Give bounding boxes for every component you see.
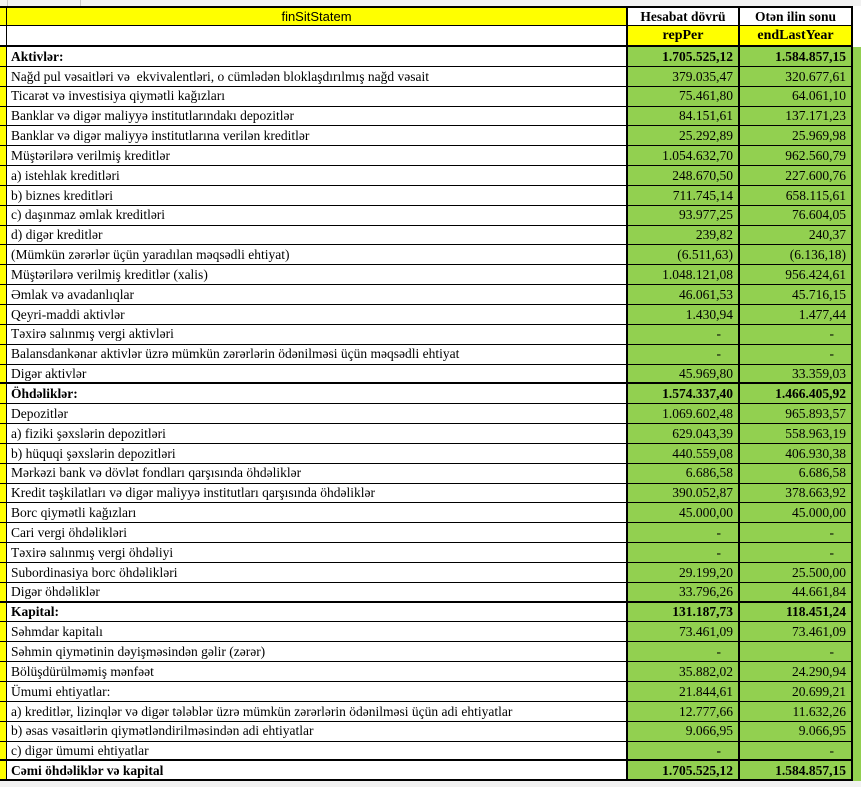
table-row	[0, 206, 861, 226]
lastyear-value-cell: 1.584.857,15	[740, 47, 853, 67]
lastyear-value-cell: 33.359,03	[740, 365, 853, 385]
row-label-cell: c) digər ümumi ehtiyatlar	[7, 742, 628, 762]
lastyear-value-cell: 137.171,23	[740, 107, 853, 127]
right-sliver-cell	[853, 245, 861, 265]
right-sliver-cell	[853, 265, 861, 285]
left-sliver-cell	[0, 245, 7, 265]
table-row	[0, 146, 861, 166]
row-label-cell: Təxirə salınmış vergi öhdəliyi	[7, 543, 628, 563]
row-label-cell: Borc qiymətli kağızları	[7, 503, 628, 523]
left-sliver-cell	[0, 325, 7, 345]
row-label-cell: Banklar və digər maliyyə institutlarındakı depozitlər	[7, 107, 628, 127]
column-header-period: Hesabat dövrü	[628, 6, 740, 26]
table-row	[0, 761, 861, 781]
table-row	[0, 543, 861, 563]
row-label-cell: Cari vergi öhdəlikləri	[7, 523, 628, 543]
right-sliver-cell	[853, 622, 861, 642]
table-row	[0, 87, 861, 107]
lastyear-value-cell: 25.969,98	[740, 126, 853, 146]
right-sliver-cell	[853, 543, 861, 563]
lastyear-value-cell: -	[740, 325, 853, 345]
period-value-cell: 45.000,00	[628, 503, 740, 523]
row-label-cell: Balansdankənar aktivlər üzrə mümkün zərərlərin ödənilməsi üçün məqsədli ehtiyat	[7, 345, 628, 365]
period-value-cell: 390.052,87	[628, 484, 740, 504]
left-sliver-cell	[0, 444, 7, 464]
spreadsheet-top-margin	[0, 0, 861, 6]
table-row	[0, 226, 861, 246]
left-sliver-cell	[0, 67, 7, 87]
period-value-cell: -	[628, 523, 740, 543]
lastyear-value-cell: 118.451,24	[740, 603, 853, 623]
left-sliver-cell	[0, 583, 7, 603]
lastyear-value-cell: -	[740, 642, 853, 662]
right-sliver-cell	[853, 503, 861, 523]
period-value-cell: 1.705.525,12	[628, 761, 740, 781]
row-label-cell: Kredit təşkilatları və digər maliyyə institutları qarşısında öhdəliklər	[7, 484, 628, 504]
period-value-cell: 45.969,80	[628, 365, 740, 385]
right-sliver-cell	[853, 563, 861, 583]
period-value-cell: 75.461,80	[628, 87, 740, 107]
left-sliver-cell	[0, 186, 7, 206]
lastyear-value-cell: 73.461,09	[740, 622, 853, 642]
lastyear-value-cell: 227.600,76	[740, 166, 853, 186]
left-sliver-cell	[0, 642, 7, 662]
right-sliver-cell	[853, 444, 861, 464]
left-sliver-cell	[0, 146, 7, 166]
lastyear-value-cell: 44.661,84	[740, 583, 853, 603]
right-sliver-cell	[853, 523, 861, 543]
right-sliver-cell	[853, 583, 861, 603]
row-label-cell: (Mümkün zərərlər üçün yaradılan məqsədli ehtiyat)	[7, 245, 628, 265]
period-value-cell: 84.151,61	[628, 107, 740, 127]
table-row	[0, 722, 861, 742]
period-value-cell: 629.043,39	[628, 424, 740, 444]
lastyear-value-cell: -	[740, 742, 853, 762]
right-sliver-cell	[853, 603, 861, 623]
row-label-cell: b) biznes kreditləri	[7, 186, 628, 206]
lastyear-value-cell: 240,37	[740, 226, 853, 246]
right-sliver-cell	[853, 642, 861, 662]
left-sliver-cell	[0, 622, 7, 642]
right-sliver-cell	[853, 305, 861, 325]
table-row	[0, 484, 861, 504]
right-sliver-cell	[853, 186, 861, 206]
right-sliver-cell	[853, 226, 861, 246]
period-value-cell: 29.199,20	[628, 563, 740, 583]
lastyear-value-cell: 76.604,05	[740, 206, 853, 226]
lastyear-value-cell: 25.500,00	[740, 563, 853, 583]
right-sliver-cell	[853, 285, 861, 305]
lastyear-value-cell: 956.424,61	[740, 265, 853, 285]
row-label-cell: Qeyri-maddi aktivlər	[7, 305, 628, 325]
left-sliver-cell	[0, 305, 7, 325]
table-row	[0, 523, 861, 543]
table-row	[0, 325, 861, 345]
row-label-cell: Mərkəzi bank və dövlət fondları qarşısında öhdəliklər	[7, 464, 628, 484]
table-row	[0, 742, 861, 762]
left-sliver-cell	[0, 265, 7, 285]
left-sliver-cell	[0, 662, 7, 682]
period-value-cell: 46.061,53	[628, 285, 740, 305]
table-row	[0, 642, 861, 662]
right-sliver-cell	[853, 722, 861, 742]
table-row	[0, 444, 861, 464]
column-header-lastyear: Otən ilin sonu	[740, 6, 853, 26]
right-sliver-cell	[853, 424, 861, 444]
column-code-lastyear: endLastYear	[740, 26, 853, 47]
right-sliver-cell	[853, 47, 861, 67]
period-value-cell: -	[628, 325, 740, 345]
period-value-cell: 9.066,95	[628, 722, 740, 742]
row-label-cell: Ümumi ehtiyatlar:	[7, 682, 628, 702]
row-label-cell: a) kreditlər, lizinqlər və digər tələblər üzrə mümkün zərərlərin ödənilməsi üçün adi ehtiyatlar	[7, 702, 628, 722]
period-value-cell: -	[628, 742, 740, 762]
table-code-row	[0, 26, 861, 47]
row-label-cell: Əmlak və avadanlıqlar	[7, 285, 628, 305]
table-row	[0, 107, 861, 127]
period-value-cell: -	[628, 345, 740, 365]
left-sliver-cell	[0, 384, 7, 404]
right-sliver-cell	[853, 6, 861, 26]
right-sliver-cell	[853, 206, 861, 226]
left-sliver-cell	[0, 345, 7, 365]
right-sliver-cell	[853, 404, 861, 424]
left-sliver-cell	[0, 285, 7, 305]
period-value-cell: 1.054.632,70	[628, 146, 740, 166]
right-sliver-cell	[853, 464, 861, 484]
left-sliver-cell	[0, 26, 7, 47]
table-row	[0, 265, 861, 285]
table-row	[0, 345, 861, 365]
lastyear-value-cell: 24.290,94	[740, 662, 853, 682]
table-row	[0, 424, 861, 444]
left-sliver-cell	[0, 742, 7, 762]
lastyear-value-cell: (6.136,18)	[740, 245, 853, 265]
left-sliver-cell	[0, 702, 7, 722]
table-row	[0, 404, 861, 424]
row-label-cell: c) daşınmaz əmlak kreditləri	[7, 206, 628, 226]
period-value-cell: -	[628, 642, 740, 662]
left-sliver-cell	[0, 424, 7, 444]
lastyear-value-cell: 1.477,44	[740, 305, 853, 325]
left-sliver-cell	[0, 761, 7, 781]
row-label-cell: Kapital:	[7, 603, 628, 623]
period-value-cell: 239,82	[628, 226, 740, 246]
period-value-cell: 131.187,73	[628, 603, 740, 623]
period-value-cell: 1.048.121,08	[628, 265, 740, 285]
period-value-cell: 1.574.337,40	[628, 384, 740, 404]
right-sliver-cell	[853, 26, 861, 47]
row-label-cell: b) əsas vəsaitlərin qiymətləndirilməsindən adi ehtiyatlar	[7, 722, 628, 742]
period-value-cell: 21.844,61	[628, 682, 740, 702]
table-row	[0, 503, 861, 523]
period-value-cell: 1.069.602,48	[628, 404, 740, 424]
lastyear-value-cell: 1.466.405,92	[740, 384, 853, 404]
row-label-cell: Digər aktivlər	[7, 365, 628, 385]
period-value-cell: 379.035,47	[628, 67, 740, 87]
table-row	[0, 126, 861, 146]
right-sliver-cell	[853, 345, 861, 365]
row-label-cell: b) hüquqi şəxslərin depozitləri	[7, 444, 628, 464]
right-sliver-cell	[853, 384, 861, 404]
row-label-cell: Ticarət və investisiya qiymətli kağızları	[7, 87, 628, 107]
lastyear-value-cell: 378.663,92	[740, 484, 853, 504]
right-sliver-cell	[853, 682, 861, 702]
gridline	[80, 0, 81, 6]
left-sliver-cell	[0, 404, 7, 424]
lastyear-value-cell: 658.115,61	[740, 186, 853, 206]
left-sliver-cell	[0, 226, 7, 246]
table-row	[0, 365, 861, 385]
right-sliver-cell	[853, 146, 861, 166]
left-sliver-cell	[0, 543, 7, 563]
lastyear-value-cell: 965.893,57	[740, 404, 853, 424]
row-label-cell: Aktivlər:	[7, 47, 628, 67]
right-sliver-cell	[853, 67, 861, 87]
left-sliver-cell	[0, 464, 7, 484]
period-value-cell: 35.882,02	[628, 662, 740, 682]
left-sliver-cell	[0, 365, 7, 385]
row-label-cell: a) istehlak kreditləri	[7, 166, 628, 186]
lastyear-value-cell: -	[740, 523, 853, 543]
row-label-cell: Səhmdar kapitalı	[7, 622, 628, 642]
table-row	[0, 384, 861, 404]
period-value-cell: 1.705.525,12	[628, 47, 740, 67]
lastyear-value-cell: 558.963,19	[740, 424, 853, 444]
row-label-cell: Cəmi öhdəliklər və kapital	[7, 761, 628, 781]
spreadsheet-bottom-margin	[0, 781, 861, 787]
lastyear-value-cell: 962.560,79	[740, 146, 853, 166]
left-sliver-cell	[0, 523, 7, 543]
lastyear-value-cell: -	[740, 543, 853, 563]
table-row	[0, 583, 861, 603]
period-value-cell: 12.777,66	[628, 702, 740, 722]
period-value-cell: 440.559,08	[628, 444, 740, 464]
left-sliver-cell	[0, 563, 7, 583]
left-sliver-cell	[0, 6, 7, 26]
lastyear-value-cell: 45.716,15	[740, 285, 853, 305]
row-label-cell: Təxirə salınmış vergi aktivləri	[7, 325, 628, 345]
left-sliver-cell	[0, 722, 7, 742]
left-sliver-cell	[0, 682, 7, 702]
row-label-cell: Nağd pul vəsaitləri və ekvivalentləri, o cümlədən bloklaşdırılmış nağd vəsait	[7, 67, 628, 87]
period-value-cell: 6.686,58	[628, 464, 740, 484]
statement-title-cell: finSitStatem	[7, 6, 628, 26]
period-value-cell: 1.430,94	[628, 305, 740, 325]
right-sliver-cell	[853, 166, 861, 186]
gridline	[7, 0, 8, 6]
right-sliver-cell	[853, 662, 861, 682]
row-label-cell: Bölüşdürülməmiş mənfəət	[7, 662, 628, 682]
table-row	[0, 563, 861, 583]
lastyear-value-cell: 406.930,38	[740, 444, 853, 464]
left-sliver-cell	[0, 503, 7, 523]
table-row	[0, 662, 861, 682]
empty-label-cell	[7, 26, 628, 47]
lastyear-value-cell: 64.061,10	[740, 87, 853, 107]
left-sliver-cell	[0, 484, 7, 504]
lastyear-value-cell: 45.000,00	[740, 503, 853, 523]
right-sliver-cell	[853, 702, 861, 722]
period-value-cell: 248.670,50	[628, 166, 740, 186]
table-row	[0, 67, 861, 87]
right-sliver-cell	[853, 87, 861, 107]
lastyear-value-cell: 320.677,61	[740, 67, 853, 87]
row-label-cell: Subordinasiya borc öhdəlikləri	[7, 563, 628, 583]
left-sliver-cell	[0, 206, 7, 226]
period-value-cell: 93.977,25	[628, 206, 740, 226]
financial-statement-table	[0, 6, 861, 781]
row-label-cell: Müştərilərə verilmiş kreditlər	[7, 146, 628, 166]
table-row	[0, 285, 861, 305]
table-row	[0, 603, 861, 623]
lastyear-value-cell: 6.686,58	[740, 464, 853, 484]
table-row	[0, 622, 861, 642]
left-sliver-cell	[0, 87, 7, 107]
period-value-cell: 33.796,26	[628, 583, 740, 603]
row-label-cell: Səhmin qiymətinin dəyişməsindən gəlir (zərər)	[7, 642, 628, 662]
period-value-cell: (6.511,63)	[628, 245, 740, 265]
right-sliver-cell	[853, 365, 861, 385]
right-sliver-cell	[853, 126, 861, 146]
row-label-cell: a) fiziki şəxslərin depozitləri	[7, 424, 628, 444]
period-value-cell: 711.745,14	[628, 186, 740, 206]
table-row	[0, 682, 861, 702]
table-row	[0, 166, 861, 186]
right-sliver-cell	[853, 742, 861, 762]
left-sliver-cell	[0, 166, 7, 186]
table-row	[0, 47, 861, 67]
row-label-cell: Müştərilərə verilmiş kreditlər (xalis)	[7, 265, 628, 285]
row-label-cell: d) digər kreditlər	[7, 226, 628, 246]
row-label-cell: Banklar və digər maliyyə institutlarına verilən kreditlər	[7, 126, 628, 146]
lastyear-value-cell: 20.699,21	[740, 682, 853, 702]
table-row	[0, 464, 861, 484]
period-value-cell: 25.292,89	[628, 126, 740, 146]
column-code-period: repPer	[628, 26, 740, 47]
period-value-cell: 73.461,09	[628, 622, 740, 642]
period-value-cell: -	[628, 543, 740, 563]
table-row	[0, 245, 861, 265]
right-sliver-cell	[853, 761, 861, 781]
right-sliver-cell	[853, 107, 861, 127]
table-row	[0, 305, 861, 325]
table-row	[0, 186, 861, 206]
right-sliver-cell	[853, 325, 861, 345]
left-sliver-cell	[0, 107, 7, 127]
left-sliver-cell	[0, 47, 7, 67]
lastyear-value-cell: 11.632,26	[740, 702, 853, 722]
row-label-cell: Öhdəliklər:	[7, 384, 628, 404]
table-row	[0, 702, 861, 722]
row-label-cell: Digər öhdəliklər	[7, 583, 628, 603]
table-header-row	[0, 6, 861, 26]
row-label-cell: Depozitlər	[7, 404, 628, 424]
lastyear-value-cell: 1.584.857,15	[740, 761, 853, 781]
lastyear-value-cell: -	[740, 345, 853, 365]
lastyear-value-cell: 9.066,95	[740, 722, 853, 742]
right-sliver-cell	[853, 484, 861, 504]
left-sliver-cell	[0, 126, 7, 146]
left-sliver-cell	[0, 603, 7, 623]
